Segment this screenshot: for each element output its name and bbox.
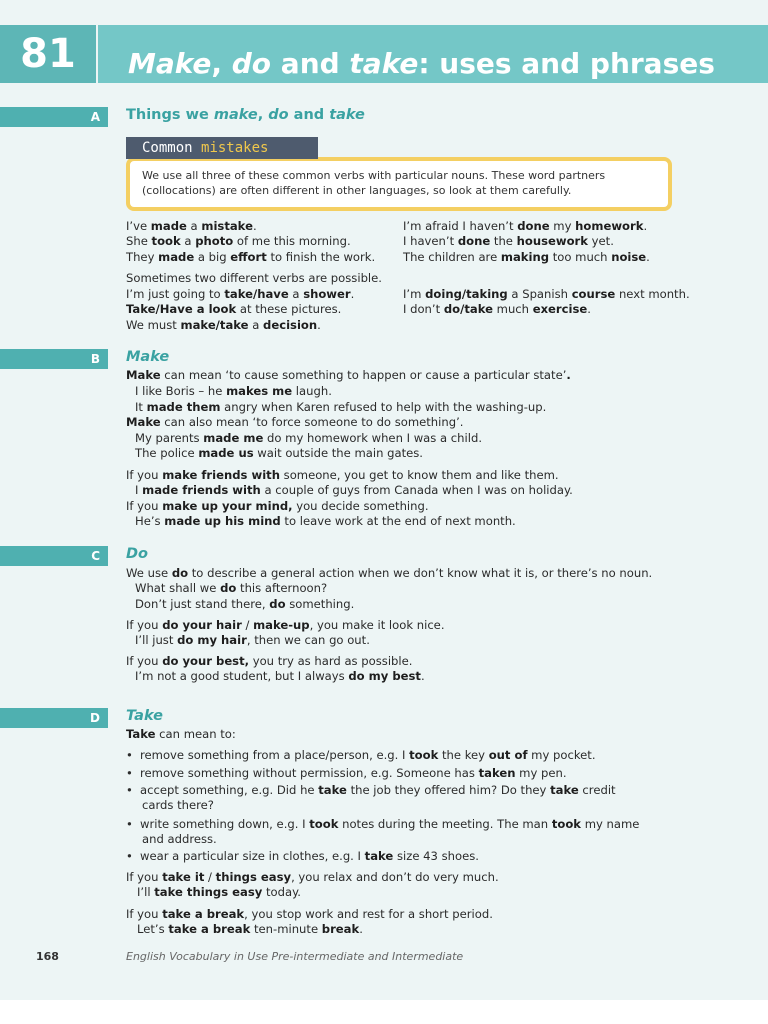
example-line: [126, 302, 341, 318]
title-word: do: [268, 107, 289, 123]
key-phrase: exercise: [532, 302, 588, 316]
key-phrase: break: [321, 922, 360, 936]
line-text: a couple of guys from Canada when I was on holiday.: [260, 483, 573, 497]
line-text: do my homework when I was a child.: [263, 431, 483, 445]
example-line: [403, 219, 647, 235]
key-phrase: photo: [195, 234, 234, 248]
key-phrase: done: [517, 219, 550, 233]
line-text: can mean to:: [155, 727, 236, 741]
line-text: .: [420, 669, 425, 683]
line-text: wait outside the main gates.: [253, 446, 423, 460]
bullet-icon: •: [126, 748, 133, 762]
line-text: , then we can go out.: [246, 633, 370, 647]
line-text: I’m: [403, 287, 426, 301]
line-text: .: [646, 250, 650, 264]
example-line: [135, 633, 370, 649]
common-mistakes-box: [126, 157, 672, 211]
key-phrase: things easy: [215, 870, 292, 884]
key-phrase: do your hair: [162, 618, 242, 632]
title-text: and: [288, 107, 330, 123]
example-line: [135, 431, 482, 447]
line-text: The children are: [403, 250, 501, 264]
key-phrase: Take/Have a look: [126, 302, 237, 316]
line-text: If you: [126, 618, 163, 632]
line-text: .: [359, 922, 363, 936]
line-text: I haven’t: [403, 234, 458, 248]
line-text: this afternoon?: [236, 581, 328, 595]
line-text: , you make it look nice.: [309, 618, 445, 632]
key-phrase: decision: [263, 318, 318, 332]
line-text: wear a particular size in clothes, e.g. I: [140, 849, 365, 863]
line-text: If you: [126, 468, 163, 482]
example-line: [140, 766, 567, 782]
line-text: , you stop work and rest for a short period.: [244, 907, 493, 921]
example-line: [126, 618, 445, 634]
key-phrase: Take: [126, 727, 156, 741]
example-line: [126, 250, 375, 266]
section-tab-b: B: [0, 349, 108, 369]
line-text: ten-minute: [250, 922, 322, 936]
line-text: angry when Karen refused to help with the washing-up.: [220, 400, 547, 414]
example-line: [142, 832, 217, 848]
key-phrase: make friends with: [162, 468, 280, 482]
title-text: Things we: [126, 107, 214, 123]
line-text: If you: [126, 870, 163, 884]
key-phrase: noise: [611, 250, 647, 264]
key-phrase: Make: [126, 415, 161, 429]
key-phrase: take: [318, 783, 347, 797]
line-text: at these pictures.: [236, 302, 342, 316]
example-line: [126, 499, 429, 515]
key-phrase: .: [566, 368, 571, 382]
example-line: [126, 727, 236, 743]
key-phrase: make/take: [180, 318, 249, 332]
example-line: [135, 669, 425, 685]
common-mistakes-label: [126, 137, 318, 159]
line-text: my: [549, 219, 576, 233]
line-text: .: [252, 219, 257, 233]
example-line: [135, 514, 516, 530]
key-phrase: do: [171, 566, 189, 580]
line-text: and address.: [142, 832, 217, 846]
line-text: to leave work at the end of next month.: [280, 514, 516, 528]
line-text: write something down, e.g. I: [140, 817, 310, 831]
title-word: do: [231, 47, 272, 80]
key-phrase: housework: [516, 234, 588, 248]
key-phrase: do my best: [348, 669, 421, 683]
bullet-icon: •: [126, 849, 133, 863]
key-phrase: take it: [162, 870, 205, 884]
section-tab-c: C: [0, 546, 108, 566]
key-phrase: take a break: [162, 907, 245, 921]
line-text: notes during the meeting. The man: [338, 817, 552, 831]
example-line: [126, 234, 351, 250]
line-text: my pocket.: [527, 748, 596, 762]
line-text: you try as hard as possible.: [249, 654, 413, 668]
key-phrase: do my hair: [177, 633, 247, 647]
line-text: next month.: [615, 287, 690, 301]
example-line: [126, 318, 321, 334]
line-text: .: [587, 302, 591, 316]
example-line: [135, 597, 354, 613]
key-phrase: take things easy: [154, 885, 263, 899]
section-d-title: Take: [126, 708, 163, 724]
line-text: remove something without permission, e.g. Someone has: [140, 766, 479, 780]
line-text: cards there?: [142, 798, 214, 812]
line-text: credit: [578, 783, 616, 797]
example-line: [126, 287, 354, 303]
bullet-icon: •: [126, 766, 133, 780]
key-phrase: made friends with: [142, 483, 261, 497]
title-word: take: [329, 107, 365, 123]
line-text: He’s: [135, 514, 165, 528]
key-phrase: do your best,: [162, 654, 250, 668]
line-text: someone, you get to know them and like them.: [279, 468, 559, 482]
key-phrase: makes me: [226, 384, 293, 398]
line-text: yet.: [587, 234, 614, 248]
line-text: the: [490, 234, 517, 248]
key-phrase: doing/taking: [425, 287, 508, 301]
key-phrase: make up your mind,: [162, 499, 293, 513]
key-phrase: take/have: [224, 287, 289, 301]
line-text: The police: [135, 446, 199, 460]
key-phrase: making: [500, 250, 550, 264]
label-text: mistakes: [201, 140, 269, 156]
key-phrase: make-up: [253, 618, 310, 632]
line-text: a: [180, 234, 196, 248]
line-text: We must: [126, 318, 181, 332]
example-line: [126, 368, 571, 384]
line-text: size 43 shoes.: [393, 849, 479, 863]
example-line: [135, 581, 327, 597]
example-line: [137, 885, 301, 901]
key-phrase: taken: [478, 766, 516, 780]
line-text: to finish the work.: [266, 250, 376, 264]
unit-title: [128, 25, 715, 83]
key-phrase: mistake: [201, 219, 253, 233]
line-text: She: [126, 234, 152, 248]
key-phrase: took: [409, 748, 439, 762]
line-text: I don’t: [403, 302, 444, 316]
example-line: [126, 907, 493, 923]
example-line: [126, 468, 559, 484]
key-phrase: took: [309, 817, 339, 831]
line-text: My parents: [135, 431, 204, 445]
example-line: [403, 250, 650, 266]
line-text: What shall we: [135, 581, 221, 595]
bullet-icon: •: [126, 783, 133, 797]
line-text: accept something, e.g. Did he: [140, 783, 319, 797]
key-phrase: homework: [575, 219, 644, 233]
line-text: of me this morning.: [233, 234, 351, 248]
key-phrase: course: [571, 287, 616, 301]
line-text: can also mean ‘to force someone to do something’.: [160, 415, 464, 429]
key-phrase: done: [457, 234, 491, 248]
line-text: my pen.: [515, 766, 567, 780]
key-phrase: made me: [203, 431, 264, 445]
unit-number: 81: [0, 25, 96, 83]
key-phrase: effort: [230, 250, 267, 264]
title-text: and: [271, 47, 350, 80]
section-tab-a: A: [0, 107, 108, 127]
key-phrase: took: [551, 817, 582, 831]
common-mistakes-text: (collocations) are often different in other languages, so look at them carefully.: [142, 184, 572, 197]
line-text: I’ve: [126, 219, 151, 233]
line-text: I: [135, 483, 143, 497]
key-phrase: do: [220, 581, 237, 595]
line-text: Sometimes two different verbs are possible.: [126, 271, 382, 285]
line-text: /: [241, 618, 254, 632]
line-text: laugh.: [292, 384, 332, 398]
key-phrase: out of: [488, 748, 528, 762]
key-phrase: do: [269, 597, 286, 611]
line-text: a Spanish: [507, 287, 572, 301]
line-text: Don’t just stand there,: [135, 597, 270, 611]
line-text: too much: [549, 250, 612, 264]
line-text: can mean ‘to cause something to happen or cause a particular state’: [160, 368, 567, 382]
label-text: Common: [142, 140, 202, 156]
line-text: If you: [126, 499, 163, 513]
key-phrase: made up his mind: [164, 514, 281, 528]
title-text: ,: [211, 47, 232, 80]
line-text: I’m not a good student, but I always: [135, 669, 349, 683]
line-text: I’ll: [137, 885, 155, 899]
example-line: [135, 400, 546, 416]
line-text: you decide something.: [292, 499, 429, 513]
title-word: make: [213, 107, 258, 123]
example-line: [126, 219, 257, 235]
line-text: If you: [126, 907, 163, 921]
example-line: [140, 783, 616, 799]
section-a-title: [126, 107, 365, 123]
title-word: take: [349, 47, 419, 80]
line-text: , you relax and don’t do very much.: [291, 870, 499, 884]
key-phrase: take: [550, 783, 579, 797]
key-phrase: take: [364, 849, 394, 863]
line-text: to describe a general action when we don’t know what it is, or there’s no noun.: [188, 566, 653, 580]
title-text: ,: [257, 107, 269, 123]
example-line: [403, 302, 591, 318]
line-text: .: [317, 318, 321, 332]
line-text: .: [350, 287, 355, 301]
line-text: Let’s: [137, 922, 169, 936]
book-title: English Vocabulary in Use Pre-intermediate and Intermediate: [126, 950, 464, 963]
line-text: my name: [581, 817, 640, 831]
line-text: They: [126, 250, 159, 264]
bullet-icon: •: [126, 817, 133, 831]
example-line: [126, 870, 499, 886]
example-line: [135, 483, 573, 499]
line-text: I like Boris – he: [135, 384, 227, 398]
line-text: /: [204, 870, 216, 884]
line-text: today.: [262, 885, 301, 899]
line-text: much: [492, 302, 533, 316]
example-line: [403, 234, 614, 250]
example-line: [126, 271, 382, 287]
example-line: [126, 566, 652, 582]
line-text: It: [135, 400, 147, 414]
example-line: [135, 446, 423, 462]
key-phrase: do/take: [443, 302, 493, 316]
line-text: a big: [194, 250, 231, 264]
key-phrase: take a break: [168, 922, 251, 936]
example-line: [135, 384, 332, 400]
example-line: [403, 287, 690, 303]
page-number: 168: [36, 950, 59, 963]
line-text: the job they offered him? Do they: [346, 783, 551, 797]
section-c-title: Do: [126, 546, 148, 562]
line-text: .: [643, 219, 648, 233]
section-b-title: Make: [126, 349, 170, 365]
line-text: the key: [438, 748, 489, 762]
line-text: If you: [126, 654, 163, 668]
example-line: [140, 817, 639, 833]
line-text: a: [186, 219, 202, 233]
line-text: a: [248, 318, 264, 332]
key-phrase: made: [150, 219, 187, 233]
example-line: [140, 849, 479, 865]
example-line: [142, 798, 214, 814]
key-phrase: Make: [126, 368, 161, 382]
example-line: [126, 654, 412, 670]
key-phrase: made them: [146, 400, 221, 414]
key-phrase: made: [158, 250, 195, 264]
line-text: a: [288, 287, 304, 301]
example-line: [140, 748, 596, 764]
line-text: something.: [285, 597, 355, 611]
line-text: I’ll just: [135, 633, 178, 647]
title-word: Make: [128, 47, 212, 80]
title-text: : uses and phrases: [418, 47, 715, 80]
key-phrase: shower: [303, 287, 351, 301]
line-text: I’m afraid I haven’t: [403, 219, 518, 233]
example-line: [126, 415, 463, 431]
line-text: remove something from a place/person, e.g. I: [140, 748, 410, 762]
line-text: I’m just going to: [126, 287, 225, 301]
key-phrase: made us: [198, 446, 254, 460]
key-phrase: took: [151, 234, 181, 248]
line-text: We use: [126, 566, 172, 580]
example-line: [137, 922, 363, 938]
common-mistakes-text: We use all three of these common verbs with particular nouns. These word partners: [142, 169, 606, 182]
section-tab-d: D: [0, 708, 108, 728]
